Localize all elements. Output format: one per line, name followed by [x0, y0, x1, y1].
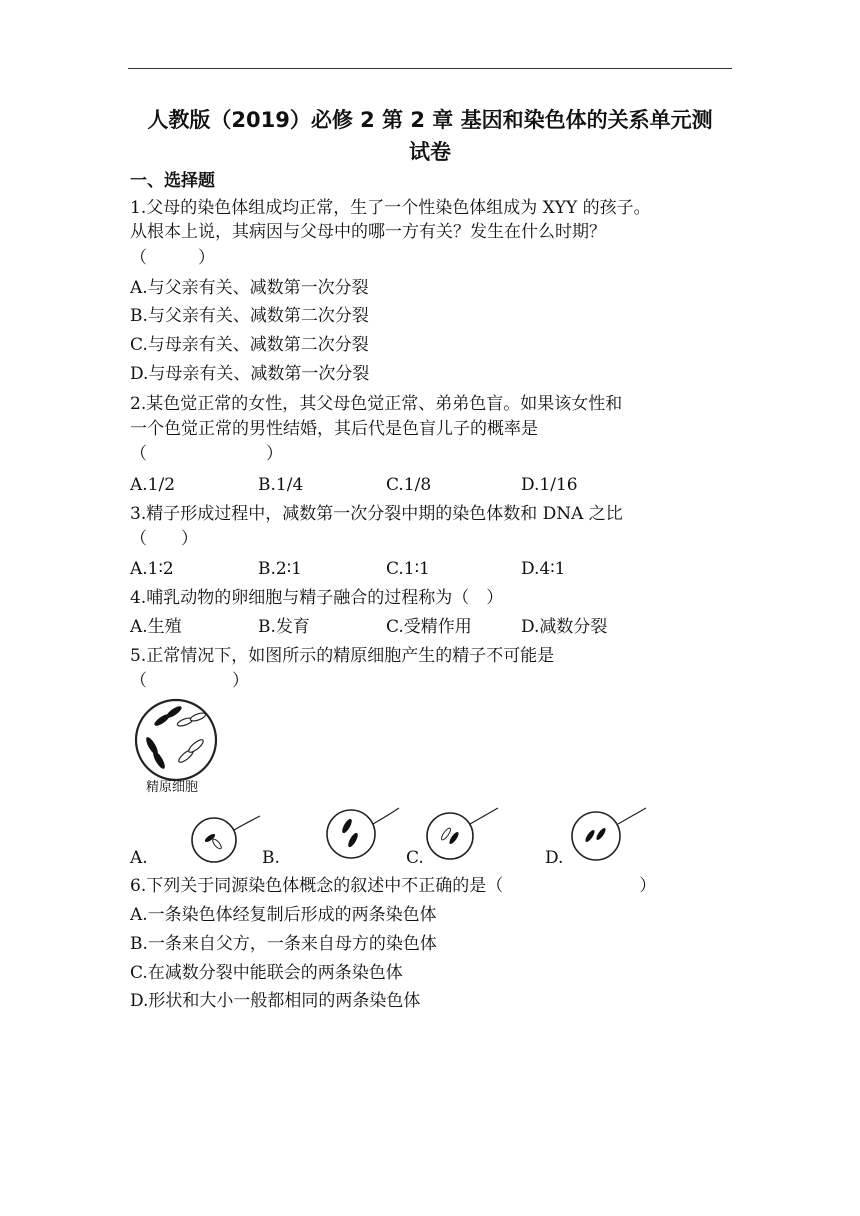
q6-option-a: A.一条染色体经复制后形成的两条染色体: [130, 905, 437, 925]
q3-option-b: B.2∶1: [258, 559, 302, 579]
header-rule: [128, 68, 732, 69]
q4-option-d: D.减数分裂: [521, 617, 608, 637]
q5-option-a: A.: [130, 848, 148, 868]
q2-stem-line1: 2.某色觉正常的女性，其父母色觉正常、弟弟色盲。如果该女性和: [130, 394, 623, 414]
q4-stem-line1: 4.哺乳动物的卵细胞与精子融合的过程称为（ ）: [130, 588, 504, 608]
q6-option-c: C.在减数分裂中能联会的两条染色体: [130, 963, 403, 983]
q3-stem-line1: 3.精子形成过程中，减数第一次分裂中期的染色体数和 DNA 之比: [130, 504, 623, 524]
q1-option-b: B.与父亲有关、减数第二次分裂: [130, 306, 369, 326]
document-title-line1: 人教版（2019）必修 2 第 2 章 基因和染色体的关系单元测: [147, 108, 713, 132]
sperm-option-a-figure: [190, 814, 262, 864]
q3-option-a: A.1∶2: [130, 559, 174, 579]
q2-option-d: D.1/16: [521, 475, 578, 495]
figure-caption: 精原细胞: [146, 780, 199, 795]
q2-option-b: B.1/4: [258, 475, 304, 495]
q5-stem-line1: 5.正常情况下，如图所示的精原细胞产生的精子不可能是: [130, 646, 555, 666]
q1-option-a: A.与父亲有关、减数第一次分裂: [130, 278, 369, 298]
q2-option-a: A.1/2: [130, 475, 176, 495]
q2-answer-paren: （ ）: [130, 444, 283, 464]
q4-option-b: B.发育: [258, 617, 310, 637]
q3-option-d: D.4∶1: [521, 559, 566, 579]
section-heading: 一、选择题: [130, 171, 215, 191]
chromosome-icon: [144, 736, 167, 771]
q4-option-c: C.受精作用: [386, 617, 472, 637]
sperm-option-d-figure: [568, 806, 648, 864]
sperm-option-b-figure: [325, 806, 401, 864]
q3-option-c: C.1∶1: [386, 559, 430, 579]
q1-answer-paren: （ ）: [130, 248, 215, 268]
q6-option-b: B.一条来自父方，一条来自母方的染色体: [130, 934, 437, 954]
q3-answer-paren: （ ）: [130, 529, 198, 549]
q5-option-b: B.: [262, 848, 280, 868]
q5-option-d: D.: [545, 848, 564, 868]
q1-option-d: D.与母亲有关、减数第一次分裂: [130, 364, 370, 384]
q1-stem-line2: 从根本上说，其病因与父母中的哪一方有关？发生在什么时期？: [130, 222, 606, 242]
q1-option-c: C.与母亲有关、减数第二次分裂: [130, 335, 369, 355]
q2-option-c: C.1/8: [386, 475, 432, 495]
q5-answer-paren: （ ）: [130, 671, 249, 691]
q5-option-c: C.: [406, 848, 424, 868]
q6-stem-line1: 6.下列关于同源染色体概念的叙述中不正确的是（ ）: [130, 876, 657, 896]
q2-stem-line2: 一个色觉正常的男性结婚，其后代是色盲儿子的概率是: [130, 419, 538, 439]
chromosome-icon: [176, 711, 206, 727]
document-title-line2: 试卷: [409, 140, 451, 164]
chromosome-icon: [177, 738, 205, 764]
q1-stem-line1: 1.父母的染色体组成均正常，生了一个性染色体组成为 XYY 的孩子。: [130, 198, 651, 218]
q4-option-a: A.生殖: [130, 617, 182, 637]
q6-option-d: D.形状和大小一般都相同的两条染色体: [130, 991, 421, 1011]
sperm-option-c-figure: [424, 806, 500, 864]
